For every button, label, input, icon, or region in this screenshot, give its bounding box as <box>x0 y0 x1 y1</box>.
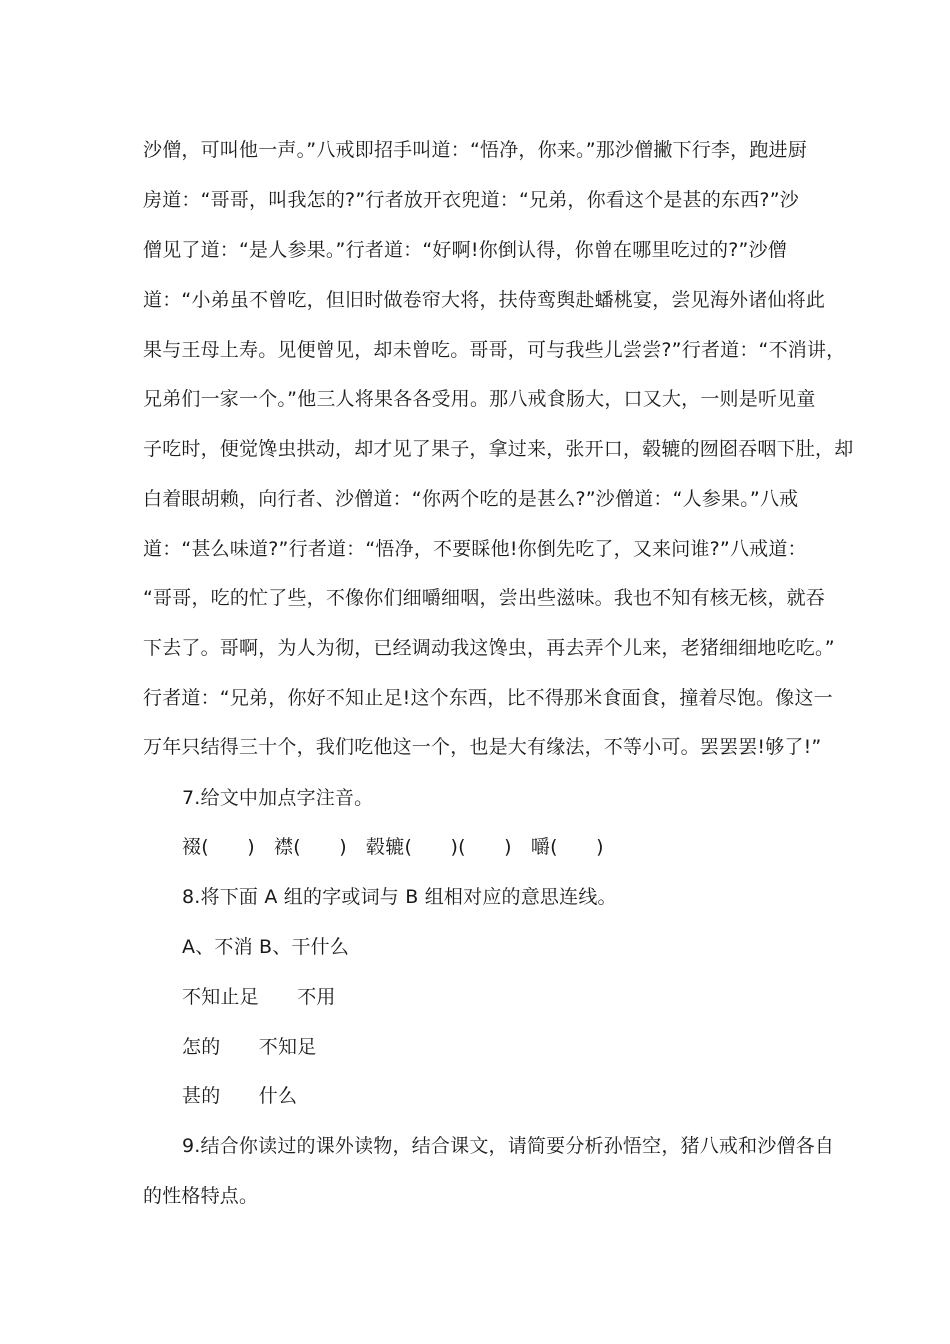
passage-line: 沙僧，可叫他一声。”八戒即招手叫道：“悟净，你来。”那沙僧撇下行李，跑进厨 <box>143 139 807 161</box>
passage-line: “哥哥，吃的忙了些，不像你们细嚼细咽，尝出些滋味。我也不知有核无核，就吞 <box>143 587 826 609</box>
passage-line: 白着眼胡赖，向行者、沙僧道：“你两个吃的是甚么?”沙僧道：“人参果。”八戒 <box>143 488 799 510</box>
passage-line: 僧见了道：“是人参果。”行者道：“好啊!你倒认得，你曾在哪里吃过的?”沙僧 <box>143 239 787 261</box>
passage-line: 道：“小弟虽不曾吃，但旧时做卷帘大将，扶侍鸾舆赴蟠桃宴，尝见海外诸仙将此 <box>143 289 826 311</box>
passage-line: 万年只结得三十个，我们吃他这一个，也是大有缘法，不等小可。罢罢罢!够了!” <box>143 736 822 758</box>
question-7-title: 7.给文中加点字注音。 <box>182 787 374 809</box>
question-8-pair: 甚的 什么 <box>182 1085 298 1107</box>
question-8-pair: 不知止足 不用 <box>182 986 336 1008</box>
passage-line: 道：“甚么味道?”行者道：“悟净，不要睬他!你倒先吃了，又来问谁?”八戒道： <box>143 538 807 560</box>
passage-line: 下去了。哥啊，为人为彻，已经调动我这馋虫，再去弄个儿来，老猪细细地吃吃。” <box>143 637 835 659</box>
question-7-blanks: 裰( ) 襟( ) 毂辘( )( ) 嚼( ) <box>182 836 604 858</box>
passage-line: 房道：“哥哥，叫我怎的?”行者放开衣兜道：“兄弟，你看这个是甚的东西?”沙 <box>143 189 799 211</box>
question-8-pair: 怎的 不知足 <box>182 1036 317 1058</box>
passage-line: 兄弟们一家一个。”他三人将果各各受用。那八戒食肠大，口又大，一则是听见童 <box>143 388 816 410</box>
question-9-continuation: 的性格特点。 <box>143 1185 259 1207</box>
question-8-groups: A、不消 B、干什么 <box>182 936 350 958</box>
question-9-title: 9.结合你读过的课外读物，结合课文，请简要分析孙悟空，猪八戒和沙僧各自 <box>182 1135 835 1157</box>
passage-line: 子吃时，便觉馋虫拱动，却才见了果子，拿过来，张开口，毂辘的囫囵吞咽下肚，却 <box>143 438 854 460</box>
question-8-title: 8.将下面 A 组的字或词与 B 组相对应的意思连线。 <box>182 886 617 908</box>
passage-line: 果与王母上寿。见便曾见，却未曾吃。哥哥，可与我些儿尝尝?”行者道：“不消讲， <box>143 339 846 361</box>
passage-line: 行者道：“兄弟，你好不知止足!这个东西，比不得那米食面食，撞着尽饱。像这一 <box>143 687 833 709</box>
